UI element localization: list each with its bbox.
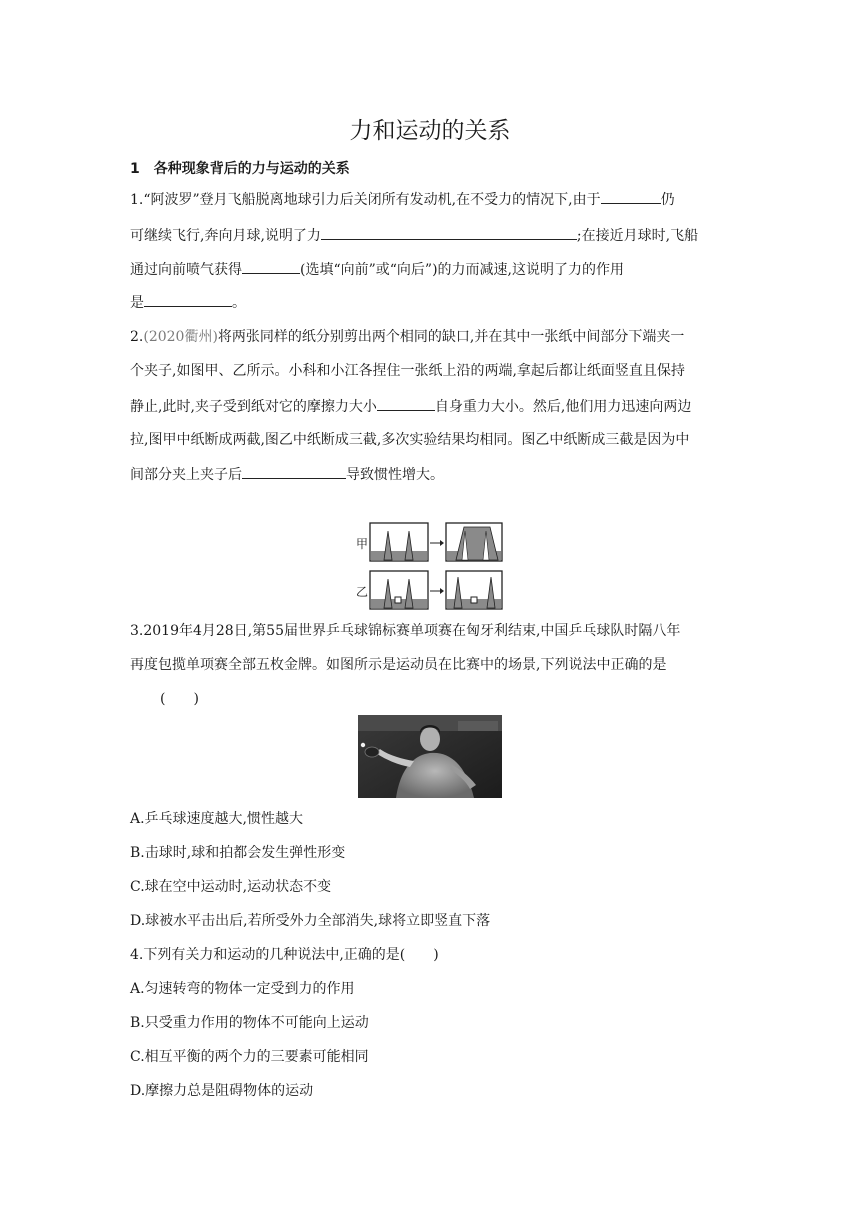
q2-source: (2020衢州): [143, 329, 218, 345]
q1-line-2: [130, 225, 698, 246]
q1-text: 通过向前喷气获得: [130, 262, 242, 278]
q2-line-4: 拉,图甲中纸断成两截,图乙中纸断成三截,多次实验结果均相同。图乙中纸断成三截是因为中: [130, 432, 690, 448]
figure-label-yi: 乙: [356, 585, 369, 599]
q2-line-1: [130, 327, 684, 347]
q1-blank-4: [144, 292, 232, 307]
q1-text: ;在接近月球时,飞船: [576, 228, 699, 244]
figure-jia-before: [370, 523, 428, 561]
figure-yi-after: [446, 571, 502, 609]
q2-blank-1: [377, 396, 435, 411]
q1-text: 仍: [660, 192, 675, 208]
figure-jia-after: [446, 523, 502, 561]
q3-option-d: D.球被水平击出后,若所受外力全部消失,球将立即竖直下落: [130, 913, 491, 929]
q1-text: 可继续飞行,奔向月球,说明了力: [130, 228, 321, 244]
page-title: 力和运动的关系: [349, 118, 511, 144]
q3-line-2: 再度包揽单项赛全部五枚金牌。如图所示是运动员在比赛中的场景,下列说法中正确的是: [130, 657, 667, 673]
q3-option-c: C.球在空中运动时,运动状态不变: [130, 879, 332, 895]
q2-text: 将两张同样的纸分别剪出两个相同的缺口,并在其中一张纸中间部分下端夹一: [217, 329, 685, 345]
q4-option-d: D.摩擦力总是阻碍物体的运动: [130, 1083, 314, 1099]
arrow-icon: [430, 588, 444, 594]
q2-text: 自身重力大小。然后,他们用力迅速向两边: [434, 399, 692, 415]
paper-clip-figure: [354, 519, 504, 611]
figure-label-jia: 甲: [356, 537, 369, 551]
q2-text: 导致惯性增大。: [346, 467, 444, 483]
q4-stem: 4.下列有关力和运动的几种说法中,正确的是( ): [130, 947, 439, 963]
q2-text: 静止,此时,夹子受到纸对它的摩擦力大小: [130, 399, 377, 415]
section-heading: 1 各种现象背后的力与运动的关系: [130, 161, 350, 177]
q1-line-3: [130, 259, 624, 280]
q1-text: 是: [130, 295, 144, 311]
q4-option-c: C.相互平衡的两个力的三要素可能相同: [130, 1049, 369, 1065]
q1-text: 1.“阿波罗”登月飞船脱离地球引力后关闭所有发动机,在不受力的情况下,由于: [130, 192, 601, 208]
q2-line-2: 个夹子,如图甲、乙所示。小科和小江各捏住一张纸上沿的两端,拿起后都让纸面竖直且保持: [130, 363, 685, 379]
table-tennis-player-photo: [358, 715, 502, 798]
q1-blank-2: [321, 225, 577, 240]
clip-icon: [471, 597, 477, 603]
q3-option-a: A.乒乓球速度越大,惯性越大: [130, 811, 304, 827]
q3-answer-paren: ( ): [160, 691, 199, 707]
q1-text: 。: [232, 295, 246, 311]
q3-option-b: B.击球时,球和拍都会发生弹性形变: [130, 845, 346, 861]
q1-line-4: [130, 292, 246, 313]
q2-text: 间部分夹上夹子后: [130, 467, 242, 483]
q1-blank-1: [601, 189, 661, 204]
q3-line-1: 3.2019年4月28日,第55届世界乒乓球锦标赛单项赛在匈牙利结束,中国乒乓球队时隔八年: [130, 623, 681, 639]
q2-blank-2: [242, 464, 346, 479]
q4-option-b: B.只受重力作用的物体不可能向上运动: [130, 1015, 369, 1031]
q2-line-5: [130, 464, 444, 485]
q4-option-a: A.匀速转弯的物体一定受到力的作用: [130, 981, 355, 997]
figure-yi-before: [370, 571, 428, 609]
q1-blank-3: [242, 259, 300, 274]
q2-number: 2.: [130, 329, 144, 345]
q1-line-1: [130, 189, 675, 210]
q1-text: (选填“向前”或“向后”)的力而减速,这说明了力的作用: [300, 262, 625, 278]
clip-icon: [395, 597, 401, 603]
arrow-icon: [430, 540, 444, 546]
q2-line-3: [130, 396, 691, 417]
